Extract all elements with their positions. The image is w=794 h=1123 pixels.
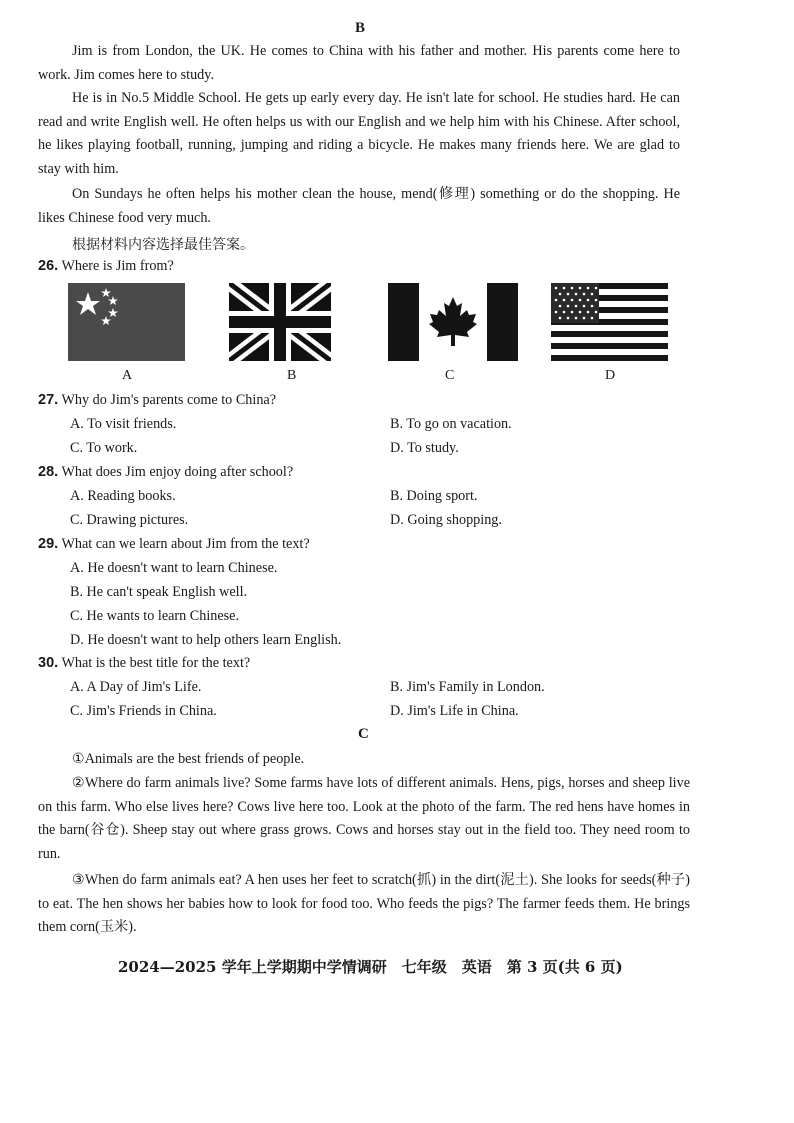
passage-c-paragraph-2: ②Where do farm animals live? Some farms have lots of different animals. Hens, pigs, horses and sheep live on this farm. Who else lives here? Cows live here too. Look at the photo of the farm. The red hens have homes in the barn(谷仓). Sheep stay out where grass grows. Cows and horses stay out in the field too. They need room to run. (38, 775, 690, 862)
flag-label-d: D (605, 368, 616, 383)
question-28 (38, 464, 293, 481)
option-28-a[interactable]: A. Reading books. (70, 488, 176, 504)
flag-label-a: A (122, 368, 133, 383)
question-27 (38, 392, 276, 409)
question-26 (38, 258, 174, 275)
question-text: Where is Jim from? (61, 258, 174, 274)
option-30-a[interactable]: A. A Day of Jim's Life. (70, 679, 202, 695)
question-number: 29. (38, 536, 59, 552)
option-30-d[interactable]: D. Jim's Life in China. (390, 703, 519, 719)
question-text: Why do Jim's parents come to China? (61, 392, 277, 408)
option-28-c[interactable]: C. Drawing pictures. (70, 512, 189, 528)
option-29-c[interactable]: C. He wants to learn Chinese. (70, 608, 240, 624)
option-27-c[interactable]: C. To work. (70, 440, 138, 456)
question-text: What is the best title for the text? (61, 655, 251, 671)
option-28-d[interactable]: D. Going shopping. (390, 512, 502, 528)
option-27-d[interactable]: D. To study. (390, 440, 459, 456)
passage-b-paragraph-2: He is in No.5 Middle School. He gets up early every day. He isn't late for school. He studies hard. He can read and write English well. He often helps us with our English and we help him with his Chinese. After school, he likes playing football, running, jumping and riding a bicycle. He makes many friends here. We are glad to stay with him. (38, 90, 680, 177)
option-29-d[interactable]: D. He doesn't want to help others learn English. (70, 632, 342, 648)
option-29-a[interactable]: A. He doesn't want to learn Chinese. (70, 560, 278, 576)
flag-label-b: B (287, 368, 297, 383)
passage-c-paragraph-3: ③When do farm animals eat? A hen uses her feet to scratch(抓) in the dirt(泥土). She looks for seeds(种子) to eat. The hen shows her babies how to look for food too. Who feeds the pigs? The farmer feeds them. He brings them corn(玉米). (38, 872, 690, 936)
uk-flag-icon[interactable] (229, 283, 331, 361)
passage-b-paragraph-3: On Sundays he often helps his mother clean the house, mend(修理) something or do the shopping. He likes Chinese food very much. (38, 186, 680, 226)
instruction-text: 根据材料内容选择最佳答案。 (72, 237, 254, 253)
canada-flag-icon[interactable] (388, 283, 518, 361)
question-number: 30. (38, 655, 59, 671)
page-footer: 2024—2025 学年上学期期中学情调研 七年级 英语 第 3 页(共 6 页) (118, 958, 623, 976)
option-29-b[interactable]: B. He can't speak English well. (70, 584, 248, 600)
option-27-b[interactable]: B. To go on vacation. (390, 416, 512, 432)
passage-b-paragraph-1: Jim is from London, the UK. He comes to China with his father and mother. His parents come here to work. Jim comes here to study. (38, 43, 680, 83)
question-30 (38, 655, 250, 672)
question-number: 28. (38, 464, 59, 480)
section-b-heading: B (355, 20, 366, 36)
question-number: 27. (38, 392, 59, 408)
option-27-a[interactable]: A. To visit friends. (70, 416, 177, 432)
question-text: What does Jim enjoy doing after school? (61, 464, 294, 480)
section-c-heading: C (358, 726, 369, 742)
question-text: What can we learn about Jim from the text? (61, 536, 310, 552)
option-30-b[interactable]: B. Jim's Family in London. (390, 679, 545, 695)
option-30-c[interactable]: C. Jim's Friends in China. (70, 703, 217, 719)
china-flag-icon[interactable] (68, 283, 185, 361)
passage-c-paragraph-1: ①Animals are the best friends of people. (72, 751, 305, 767)
flag-label-c: C (445, 368, 455, 383)
question-number: 26. (38, 258, 59, 274)
option-28-b[interactable]: B. Doing sport. (390, 488, 478, 504)
question-29 (38, 536, 310, 553)
usa-flag-icon[interactable] (551, 283, 668, 361)
